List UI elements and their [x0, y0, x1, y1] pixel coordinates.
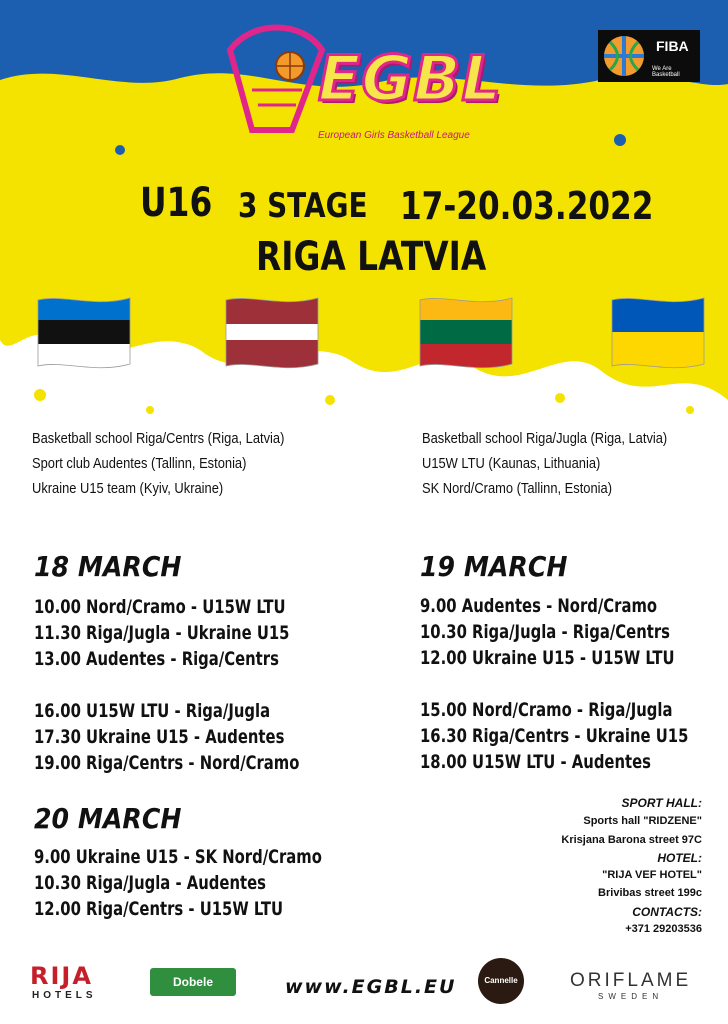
website-link[interactable]: www.EGBL.EU — [285, 976, 457, 998]
rija-hotels-logo — [30, 962, 97, 1001]
sport-hall-address: Krisjana Barona street 97C — [561, 834, 702, 846]
ukraine-flag-icon — [608, 294, 708, 370]
game-18-3: 13.00 Audentes - Riga/Centrs — [34, 648, 279, 670]
game-20-2: 10.30 Riga/Jugla - Audentes — [34, 872, 266, 894]
game-20-3: 12.00 Riga/Centrs - U15W LTU — [34, 898, 284, 920]
day-title-19-march: 19 MARCH — [420, 550, 568, 583]
game-18-1: 10.00 Nord/Cramo - U15W LTU — [34, 596, 286, 618]
fiba-tagline: We Are Basketball — [652, 66, 680, 78]
egbl-logo-text: EGBL — [318, 42, 503, 115]
game-18-5: 17.30 Ukraine U15 - Audentes — [34, 726, 285, 748]
hotel-name: "RIJA VEF HOTEL" — [602, 869, 702, 881]
oriflame-logo-text: ORIFLAME — [570, 970, 692, 991]
team-left-3: Ukraine U15 team (Kyiv, Ukraine) — [32, 480, 224, 497]
fiba-logo — [598, 30, 700, 82]
game-19-3: 12.00 Ukraine U15 - U15W LTU — [420, 647, 675, 669]
team-left-2: Sport club Audentes (Tallinn, Estonia) — [32, 455, 247, 472]
game-18-6: 19.00 Riga/Centrs - Nord/Cramo — [34, 752, 300, 774]
game-19-1: 9.00 Audentes - Nord/Cramo — [420, 595, 658, 617]
rija-logo-text: RIJA — [30, 962, 93, 990]
contacts-label: CONTACTS: — [632, 905, 702, 919]
cannelle-logo: Cannelle — [478, 958, 524, 1004]
team-left-1: Basketball school Riga/Centrs (Riga, Latvia) — [32, 430, 285, 447]
day-title-18-march: 18 MARCH — [34, 550, 182, 583]
oriflame-logo — [570, 970, 691, 1001]
sport-hall-name: Sports hall "RIDZENE" — [583, 815, 702, 827]
dobele-logo: Dobele — [150, 968, 236, 996]
estonia-flag-icon — [34, 294, 134, 370]
oriflame-logo-subtext: SWEDEN — [598, 992, 664, 1001]
latvia-flag-icon — [222, 294, 322, 370]
egbl-logo-subtitle: European Girls Basketball League — [318, 130, 470, 141]
day-title-20-march: 20 MARCH — [34, 802, 182, 835]
dates-heading: 17-20.03.2022 — [400, 184, 654, 228]
game-19-6: 18.00 U15W LTU - Audentes — [420, 751, 652, 773]
game-19-5: 16.30 Riga/Centrs - Ukraine U15 — [420, 725, 689, 747]
game-18-4: 16.00 U15W LTU - Riga/Jugla — [34, 700, 271, 722]
team-right-2: U15W LTU (Kaunas, Lithuania) — [422, 455, 601, 472]
team-right-1: Basketball school Riga/Jugla (Riga, Latvia) — [422, 430, 668, 447]
lithuania-flag-icon — [416, 294, 516, 370]
fiba-text: FIBA — [656, 38, 689, 54]
hotel-address: Brivibas street 199c — [598, 887, 702, 899]
sport-hall-label: SPORT HALL: — [621, 796, 702, 810]
game-19-2: 10.30 Riga/Jugla - Riga/Centrs — [420, 621, 670, 643]
hotel-label: HOTEL: — [657, 851, 702, 865]
stage-heading: 3 STAGE — [238, 186, 368, 226]
team-right-3: SK Nord/Cramo (Tallinn, Estonia) — [422, 480, 612, 497]
game-20-1: 9.00 Ukraine U15 - SK Nord/Cramo — [34, 846, 322, 868]
contacts-phone: +371 29203536 — [625, 923, 702, 935]
rija-logo-subtext: HOTELS — [32, 990, 97, 1001]
location-heading: RIGA LATVIA — [256, 234, 487, 280]
fiba-ball-icon — [602, 34, 646, 78]
game-19-4: 15.00 Nord/Cramo - Riga/Jugla — [420, 699, 673, 721]
game-18-2: 11.30 Riga/Jugla - Ukraine U15 — [34, 622, 290, 644]
category-heading: U16 — [140, 180, 213, 226]
egbl-emblem-icon — [222, 20, 326, 140]
